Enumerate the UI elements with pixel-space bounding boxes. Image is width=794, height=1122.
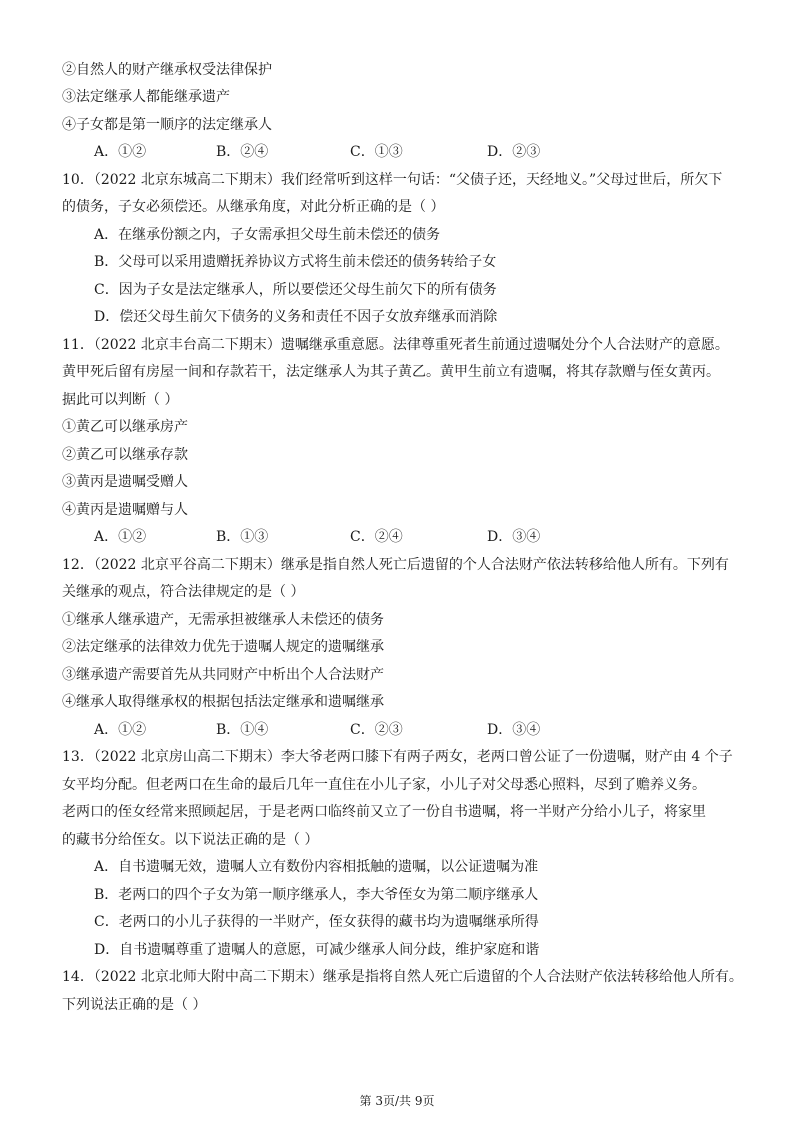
q12-options	[94, 721, 714, 739]
option-c: C．②④	[350, 529, 403, 545]
q11-stem-line-3: 据此可以判断（ ）	[62, 392, 179, 408]
q13-stem-line-2: 女平均分配。但老两口在生命的最后几年一直住在小儿子家，小儿子对父母悉心照料，尽到了赡养义务。	[62, 777, 706, 793]
option-b: B．②④	[216, 144, 269, 160]
option-c: C．②③	[350, 722, 403, 738]
option-a: A．①②	[94, 529, 147, 545]
q11-item-2: ②黄乙可以继承存款	[62, 447, 188, 463]
q12-stem-line-1: 12．（2022 北京平谷高二下期末）继承是指自然人死亡后遗留的个人合法财产依法转移给他人所有。下列有	[62, 557, 729, 573]
top-item-2: ②自然人的财产继承权受法律保护	[62, 62, 272, 78]
q11-stem-line-1: 11．（2022 北京丰台高二下期末）遗嘱继承重意愿。法律尊重死者生前通过遗嘱处分个人合法财产的意愿。	[62, 337, 729, 353]
q12-item-1: ①继承人继承遗产，无需承担被继承人未偿还的债务	[62, 612, 384, 628]
option-b: B．①③	[216, 529, 269, 545]
option-c: C．①③	[350, 144, 403, 160]
q13-stem-line-3: 老两口的侄女经常来照顾起居，于是老两口临终前又立了一份自书遗嘱，将一半财产分给小儿子，将家里	[62, 804, 706, 820]
q13-option-b: B．老两口的四个子女为第一顺序继承人，李大爷侄女为第二顺序继承人	[94, 887, 539, 903]
q13-option-a: A．自书遗嘱无效，遗嘱人立有数份内容相抵触的遗嘱，以公证遗嘱为准	[94, 859, 539, 875]
option-a: A．①②	[94, 722, 147, 738]
q11-item-1: ①黄乙可以继承房产	[62, 419, 188, 435]
q14-stem-line-1: 14．（2022 北京北师大附中高二下期末）继承是指将自然人死亡后遗留的个人合法财产依法转移给他人所有。	[62, 969, 743, 985]
q11-item-4: ④黄丙是遗嘱赠与人	[62, 502, 188, 518]
top-item-4: ④子女都是第一顺序的法定继承人	[62, 117, 272, 133]
q11-item-3: ③黄丙是遗嘱受赠人	[62, 474, 188, 490]
q11-stem-line-2: 黄甲死后留有房屋一间和存款若干，法定继承人为其子黄乙。黄甲生前立有遗嘱，将其存款赠与侄女黄丙。	[62, 364, 720, 380]
page-number: 第 3页/共 9页	[359, 1094, 435, 1108]
q13-stem-line-4: 的藏书分给侄女。以下说法正确的是（ ）	[62, 832, 319, 848]
option-a: A．①②	[94, 144, 147, 160]
q13-option-d: D．自书遗嘱尊重了遗嘱人的意愿，可减少继承人间分歧，维护家庭和谐	[94, 942, 540, 958]
q12-item-4: ④继承人取得继承权的根据包括法定继承和遗嘱继承	[62, 694, 384, 710]
q12-item-3: ③继承遗产需要首先从共同财产中析出个人合法财产	[62, 667, 384, 683]
q11-options	[94, 528, 714, 546]
q12-item-2: ②法定继承的法律效力优先于遗嘱人规定的遗嘱继承	[62, 639, 384, 655]
q13-option-c: C．老两口的小儿子获得的一半财产，侄女获得的藏书均为遗嘱继承所得	[94, 914, 539, 930]
q10-stem-line-2: 的债务，子女必须偿还。从继承角度，对此分析正确的是（ ）	[62, 199, 445, 215]
option-d: D．②③	[487, 144, 541, 160]
option-d: D．③④	[487, 529, 541, 545]
q13-stem-line-1: 13．（2022 北京房山高二下期末）李大爷老两口膝下有两子两女，老两口曾公证了一份遗嘱，财产由 4 个子	[62, 749, 733, 765]
option-b: B．①④	[216, 722, 269, 738]
q10-stem-line-1: 10．（2022 北京东城高二下期末）我们经常听到这样一句话：“父债子还，天经地义。”父母过世后，所欠下	[62, 172, 723, 188]
option-d: D．③④	[487, 722, 541, 738]
q14-stem-line-2: 下列说法正确的是（ ）	[62, 997, 207, 1013]
q10-option-a: A．在继承份额之内，子女需承担父母生前未偿还的债务	[94, 227, 441, 243]
q10-option-d: D．偿还父母生前欠下债务的义务和责任不因子女放弃继承而消除	[94, 309, 498, 325]
q10-option-c: C．因为子女是法定继承人，所以要偿还父母生前欠下的所有债务	[94, 282, 497, 298]
top-options	[94, 143, 714, 161]
q10-option-b: B．父母可以采用遗赠抚养协议方式将生前未偿还的债务转给子女	[94, 254, 497, 270]
q12-stem-line-2: 关继承的观点，符合法律规定的是（ ）	[62, 584, 305, 600]
top-item-3: ③法定继承人都能继承遗产	[62, 89, 230, 105]
